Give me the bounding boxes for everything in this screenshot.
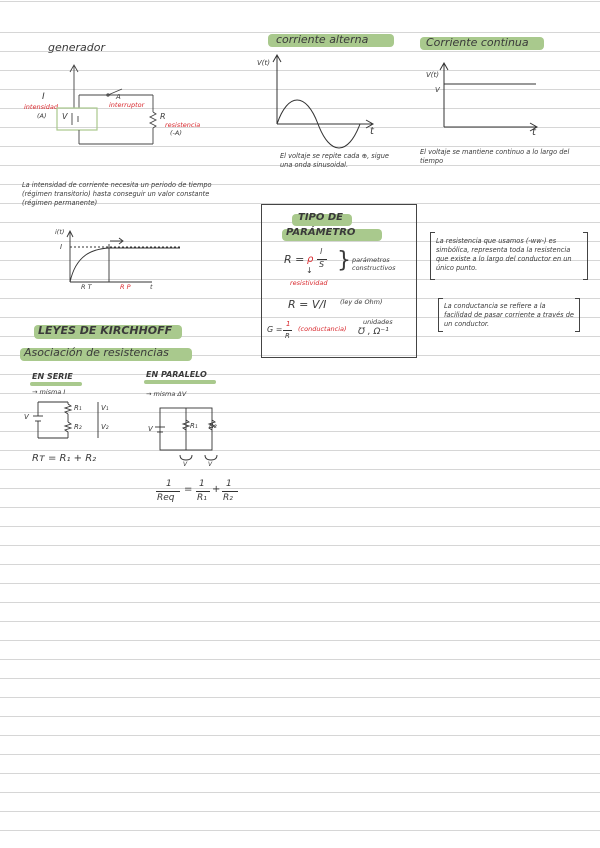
intensidad-note: La intensidad de corriente necesita un periodo de tiempo (régimen transitorio) hasta conseguir un valor constante (régimen permanente) xyxy=(22,181,212,207)
resistencia-note: La resistencia que usamos (-ww-) es simbólica, representa toda la resistencia que existe a lo largo del conductor en un único punto. xyxy=(436,237,572,272)
intensidad-unit: (A) xyxy=(37,112,47,120)
rho-symbol: ρ xyxy=(307,254,314,265)
ohm-law-formula: R = V/I xyxy=(288,298,327,311)
units-value: ℧ , Ω⁻¹ xyxy=(358,327,389,337)
generador-circuit xyxy=(57,65,156,144)
ohm-law-note: (ley de Ohm) xyxy=(340,298,383,306)
resistance-formula-left: R = xyxy=(284,253,305,266)
resistencia-note-bracket-left xyxy=(430,232,435,280)
interruptor-label: interruptor xyxy=(109,101,145,109)
serie-r2-label: R₂ xyxy=(74,423,82,431)
asociacion-subtitle: Asociación de resistencias xyxy=(24,346,169,359)
serie-v2-label: V₂ xyxy=(101,423,109,431)
req-equals: = xyxy=(184,484,193,495)
serie-v-label: V xyxy=(24,413,29,421)
resistividad-label: resistividad xyxy=(290,279,328,287)
serie-title: EN SERIE xyxy=(32,372,73,381)
continua-note: El voltaje se mantiene continuo a lo largo del tiempo xyxy=(420,148,570,165)
voltage-label-v: V xyxy=(62,112,68,121)
transient-i-mark: I xyxy=(60,243,63,251)
alterna-x-label: t xyxy=(370,126,374,137)
resistencia-unit: (-A) xyxy=(170,129,182,137)
paralelo-circuit xyxy=(155,408,217,460)
paralelo-v-label: V xyxy=(148,425,153,433)
alterna-note: El voltaje se repite cada ⊕, sigue una onda sinusoidal. xyxy=(280,152,389,169)
continua-y-label: V(t) xyxy=(426,71,439,79)
serie-underline xyxy=(30,382,82,386)
req-fraction-bar xyxy=(156,491,180,492)
serie-circuit xyxy=(33,402,98,438)
paralelo-v-a-label: V xyxy=(183,461,188,468)
plus-sign: + xyxy=(212,484,221,495)
formula-numerator-l: l xyxy=(320,247,323,256)
alterna-y-label: V(t) xyxy=(257,59,270,67)
intensidad-label: intensidad xyxy=(24,103,59,111)
paralelo-note: → misma ΔV xyxy=(146,390,187,398)
parametros-constructivos: parámetros constructivos xyxy=(352,256,396,272)
transient-rp-label: R P xyxy=(120,283,131,291)
parametro-title-1: TIPO DE xyxy=(298,212,343,223)
continua-v-mark: V xyxy=(435,86,440,94)
term1-den: R₁ xyxy=(197,493,207,503)
req-num: 1 xyxy=(166,479,172,489)
conductance-num: 1 xyxy=(286,320,291,328)
continua-title: Corriente continua xyxy=(426,36,529,49)
term2-num: 1 xyxy=(226,479,232,489)
rho-arrow: ↓ xyxy=(306,266,313,275)
term1-fraction-bar xyxy=(196,491,210,492)
switch-label-a: A xyxy=(116,93,121,101)
term2-den: R₂ xyxy=(223,493,233,503)
resistor-label-r: R xyxy=(160,112,166,121)
formula-denominator-s: S xyxy=(319,260,325,269)
term1-num: 1 xyxy=(199,479,205,489)
serie-formula: Rт = R₁ + R₂ xyxy=(32,453,97,464)
resistencia-note-bracket-right xyxy=(583,232,588,280)
conductancia-note-bracket-right xyxy=(575,298,580,332)
serie-v1-label: V₁ xyxy=(101,404,109,412)
current-label-i: I xyxy=(42,92,45,102)
continua-x-label: t xyxy=(532,127,536,138)
paralelo-r1-label: R₁ xyxy=(190,422,198,430)
conductancia-note: La conductancia se refiere a la facilidad de pasar corriente a través de un conductor. xyxy=(444,302,574,328)
req-den: Req xyxy=(157,493,175,503)
paralelo-v-b-label: V xyxy=(208,461,213,468)
conductance-left: G = xyxy=(267,325,283,334)
conductance-fraction-bar xyxy=(283,330,292,331)
alterna-title: corriente alterna xyxy=(276,33,369,46)
unidades-label: unidades xyxy=(363,318,393,326)
serie-r1-label: R₁ xyxy=(74,404,82,412)
paralelo-title: EN PARALELO xyxy=(146,370,207,379)
resistencia-label: resistencia xyxy=(165,121,201,129)
transient-y-label: i(t) xyxy=(55,228,65,236)
transient-rt-label: R T xyxy=(81,283,92,291)
conductance-den: R xyxy=(285,332,290,340)
parametro-title-2: PARÁMETRO xyxy=(286,227,356,238)
paralelo-r2-label: R₂ xyxy=(209,422,217,430)
alterna-graph xyxy=(273,55,373,148)
transient-t-label: t xyxy=(150,283,153,291)
serie-note: → misma I xyxy=(32,388,66,396)
conductancia-note-bracket-left xyxy=(438,298,443,332)
paralelo-underline xyxy=(144,380,216,384)
transient-graph xyxy=(67,231,180,282)
kirchhoff-title: LEYES DE KIRCHHOFF xyxy=(38,324,173,337)
continua-graph xyxy=(440,63,537,131)
term2-fraction-bar xyxy=(222,491,238,492)
conductancia-label: (conductancia) xyxy=(298,325,347,333)
brace: } xyxy=(337,248,351,273)
generador-title: generador xyxy=(48,41,105,54)
